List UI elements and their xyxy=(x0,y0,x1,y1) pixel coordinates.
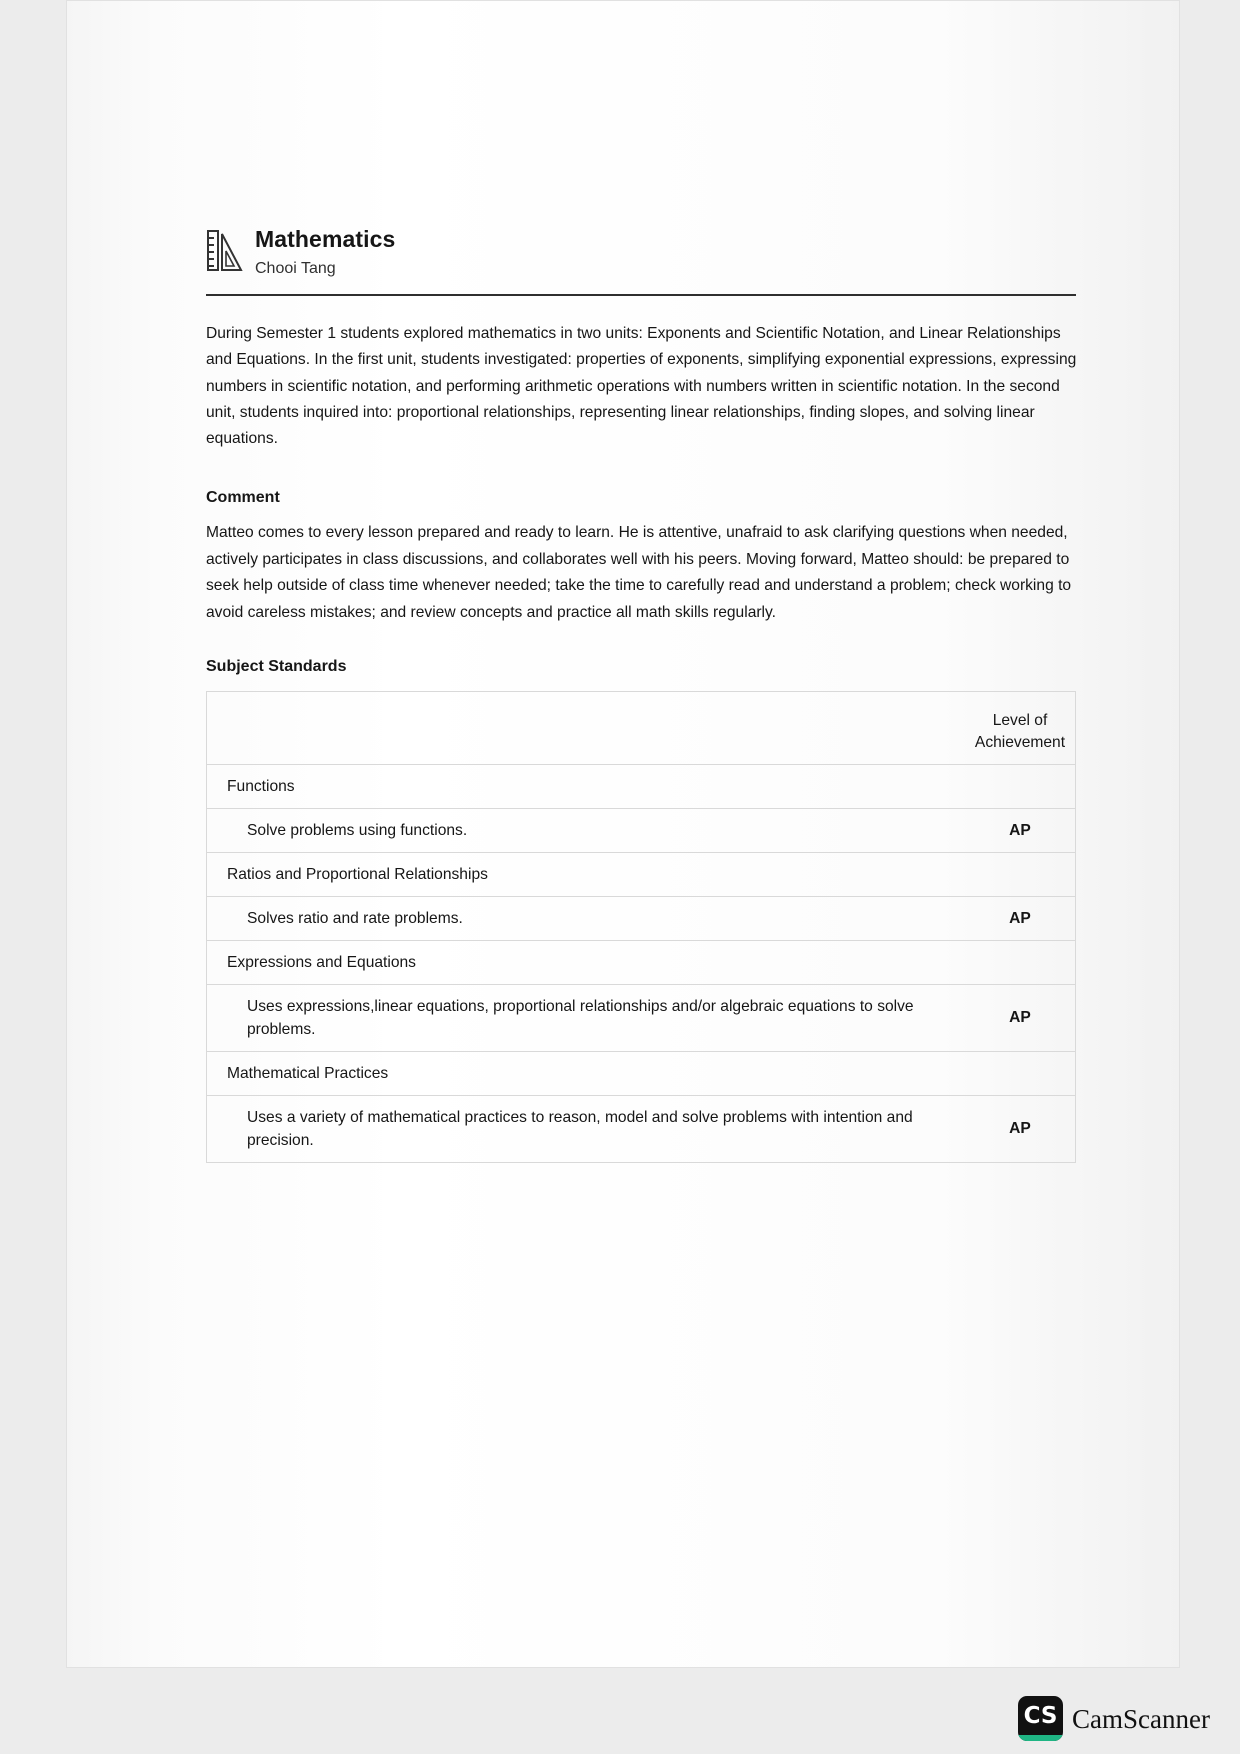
standard-item-label: Uses a variety of mathematical practices to reason, model and solve problems with intention and precision. xyxy=(207,1096,966,1163)
standard-item-row xyxy=(207,809,1076,853)
level-of-achievement-header: Level of Achievement xyxy=(965,692,1076,765)
teacher-comment: Matteo comes to every lesson prepared and ready to learn. He is attentive, unafraid to ask clarifying questions when needed, actively participates in class discussions, and collaborates well with his peers. Moving forward, Matteo should: be prepared to seek help outside of class time whenever needed; take the time to carefully read and understand a problem; check working to avoid careless mistakes; and review concepts and practice all math skills regularly. xyxy=(206,524,1072,621)
teacher-name: Chooi Tang xyxy=(255,260,336,277)
achievement-level: AP xyxy=(965,985,1076,1052)
course-overview: During Semester 1 students explored mathematics in two units: Exponents and Scientific Notation, and Linear Relationships and Equations. In the first unit, students investigated: properties of exponents, simplifying exponential expressions, expressing numbers in scientific notation, and performing arithmetic operations with numbers written in scientific notation. In the second unit, students inquired into: proportional relationships, representing linear relationships, finding slopes, and solving linear equations. xyxy=(206,325,1077,448)
comment-heading: Comment xyxy=(206,489,280,506)
standard-item-label: Uses expressions,linear equations, proportional relationships and/or algebraic equations to solve problems. xyxy=(207,985,966,1052)
achievement-level: AP xyxy=(965,1096,1076,1163)
standard-item-row xyxy=(207,897,1076,941)
subject-standards-heading: Subject Standards xyxy=(206,658,347,675)
subject-header xyxy=(206,222,1076,296)
standard-item-label: Solve problems using functions. xyxy=(207,809,966,853)
ruler-triangle-icon xyxy=(206,230,244,272)
table-header-row xyxy=(207,692,1076,765)
standard-column-header xyxy=(207,692,966,765)
standard-group-expressions: Expressions and Equations xyxy=(207,941,1076,985)
subject-title: Mathematics xyxy=(255,226,396,252)
subject-standards-table xyxy=(206,691,1076,1163)
camscanner-watermark xyxy=(1018,1696,1224,1744)
standard-group-row xyxy=(207,765,1076,809)
standard-item-row xyxy=(207,1096,1076,1163)
camscanner-logo-icon: CS xyxy=(1018,1696,1063,1741)
standard-item-row xyxy=(207,985,1076,1052)
camscanner-name: CamScanner xyxy=(1072,1704,1210,1734)
standard-item-label: Solves ratio and rate problems. xyxy=(207,897,966,941)
standard-group-practices: Mathematical Practices xyxy=(207,1052,1076,1096)
standard-group-ratios: Ratios and Proportional Relationships xyxy=(207,853,1076,897)
standard-group-row xyxy=(207,1052,1076,1096)
standard-group-row xyxy=(207,853,1076,897)
achievement-level: AP xyxy=(965,809,1076,853)
achievement-level: AP xyxy=(965,897,1076,941)
standard-group-functions: Functions xyxy=(207,765,1076,809)
standard-group-row xyxy=(207,941,1076,985)
